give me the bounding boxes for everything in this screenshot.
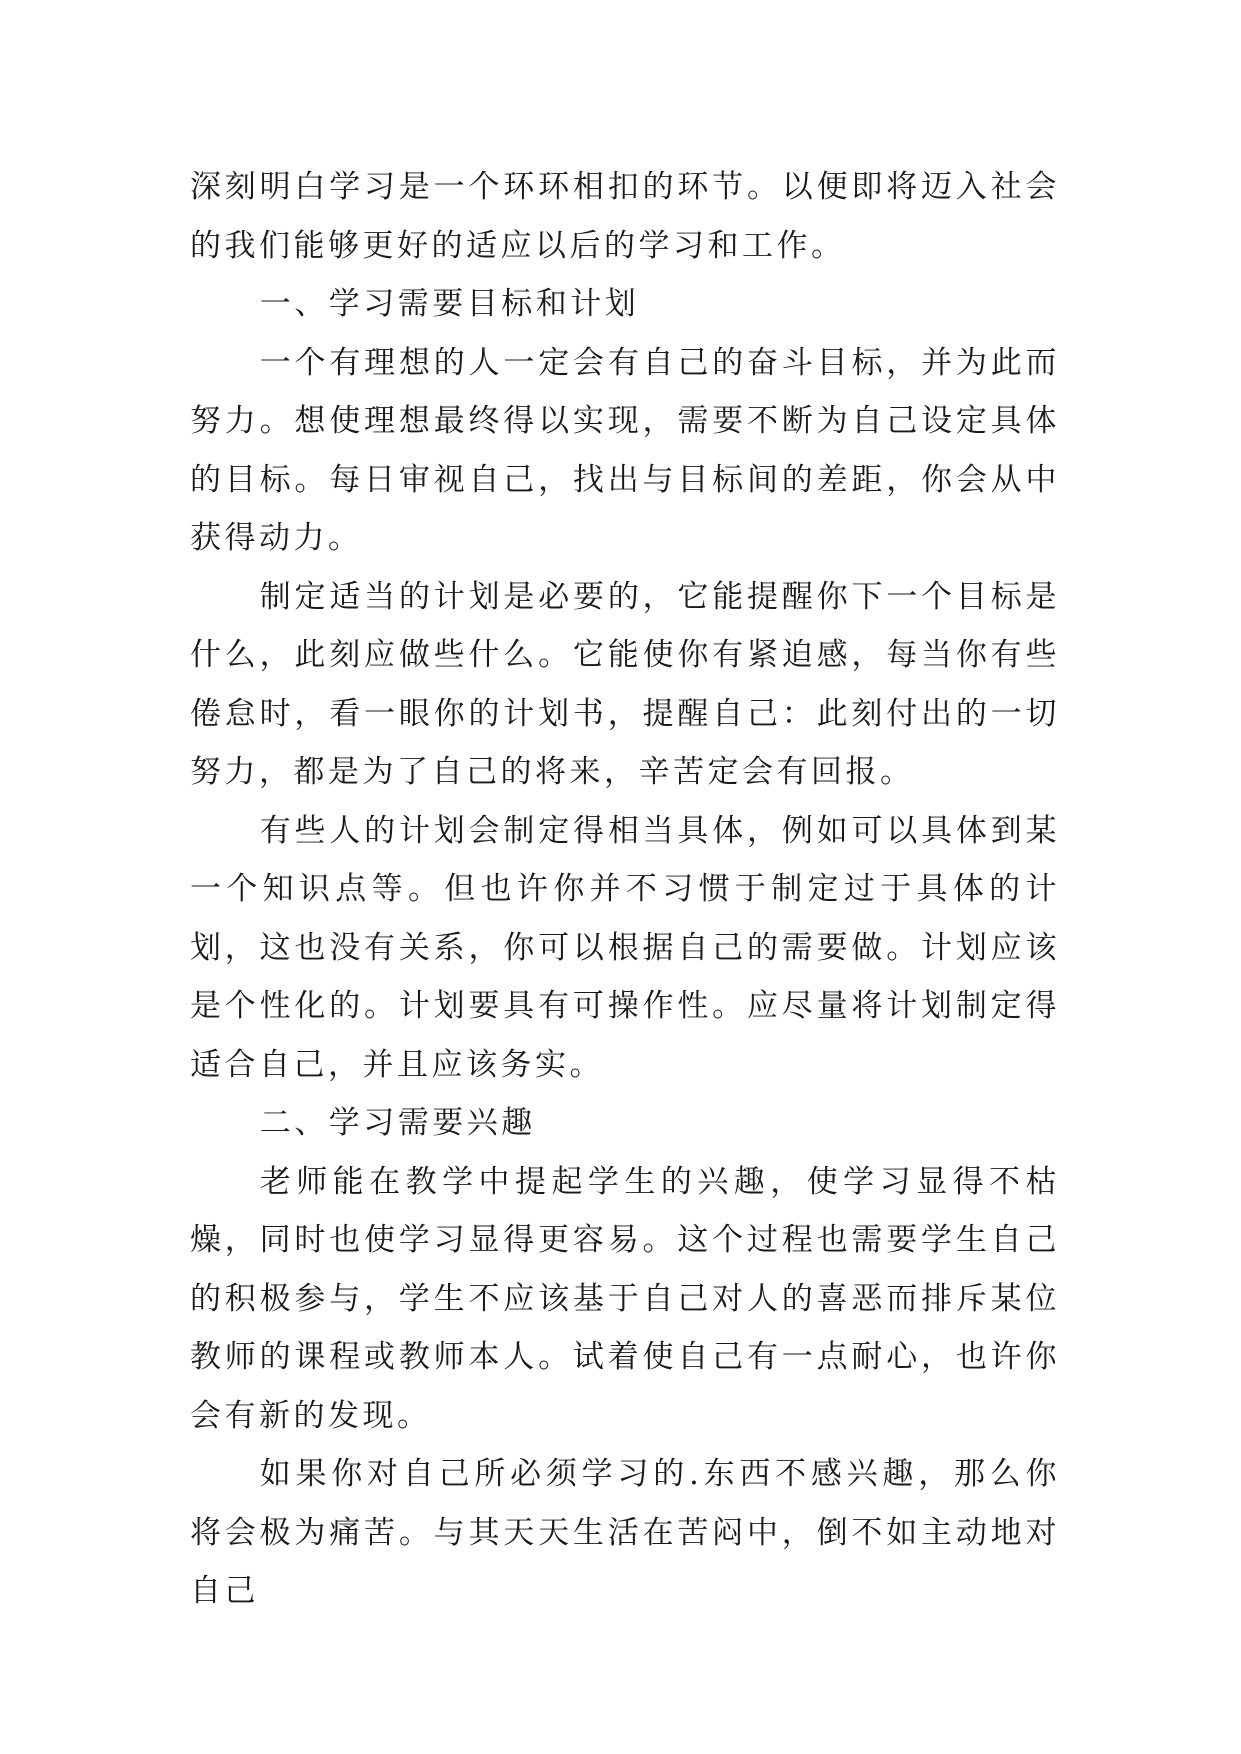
body-text: [190, 158, 1060, 1621]
paragraph-self-interest: 如果你对自己所必须学习的.东西不感兴趣，那么你将会极为痛苦。与其天天生活在苦闷中，倒不如主动地对自己: [190, 1456, 1060, 1609]
section-heading-interest: 二、学习需要兴趣: [259, 1105, 536, 1141]
paragraph-plan-necessity: 制定适当的计划是必要的，它能提醒你下一个目标是什么，此刻应做些什么。它能使你有紧迫感，每当你有些倦怠时，看一眼你的计划书，提醒自己：此刻付出的一切努力，都是为了自己的将来，辛苦定会有回报。: [190, 578, 1060, 790]
paragraph-continuation: 深刻明白学习是一个环环相扣的环节。以便即将迈入社会的我们能够更好的适应以后的学习和工作。: [190, 169, 1060, 264]
paragraph-plan-specifics: 有些人的计划会制定得相当具体，例如可以具体到某一个知识点等。但也许你并不习惯于制定过于具体的计划，这也没有关系，你可以根据自己的需要做。计划应该是个性化的。计划要具有可操作性。应尽量将计划制定得适合自己，并且应该务实。: [190, 812, 1060, 1083]
paragraph-goals: 一个有理想的人一定会有自己的奋斗目标，并为此而努力。想使理想最终得以实现，需要不断为自己设定具体的目标。每日审视自己，找出与目标间的差距，你会从中获得动力。: [190, 344, 1060, 556]
paragraph-teacher-interest: 老师能在教学中提起学生的兴趣，使学习显得不枯燥，同时也使学习显得更容易。这个过程也需要学生自己的积极参与，学生不应该基于自己对人的喜恶而排斥某位教师的课程或教师本人。试着使自己有一点耐心，也许你会有新的发现。: [190, 1163, 1060, 1434]
section-heading-goals-plans: 一、学习需要目标和计划: [259, 286, 640, 322]
